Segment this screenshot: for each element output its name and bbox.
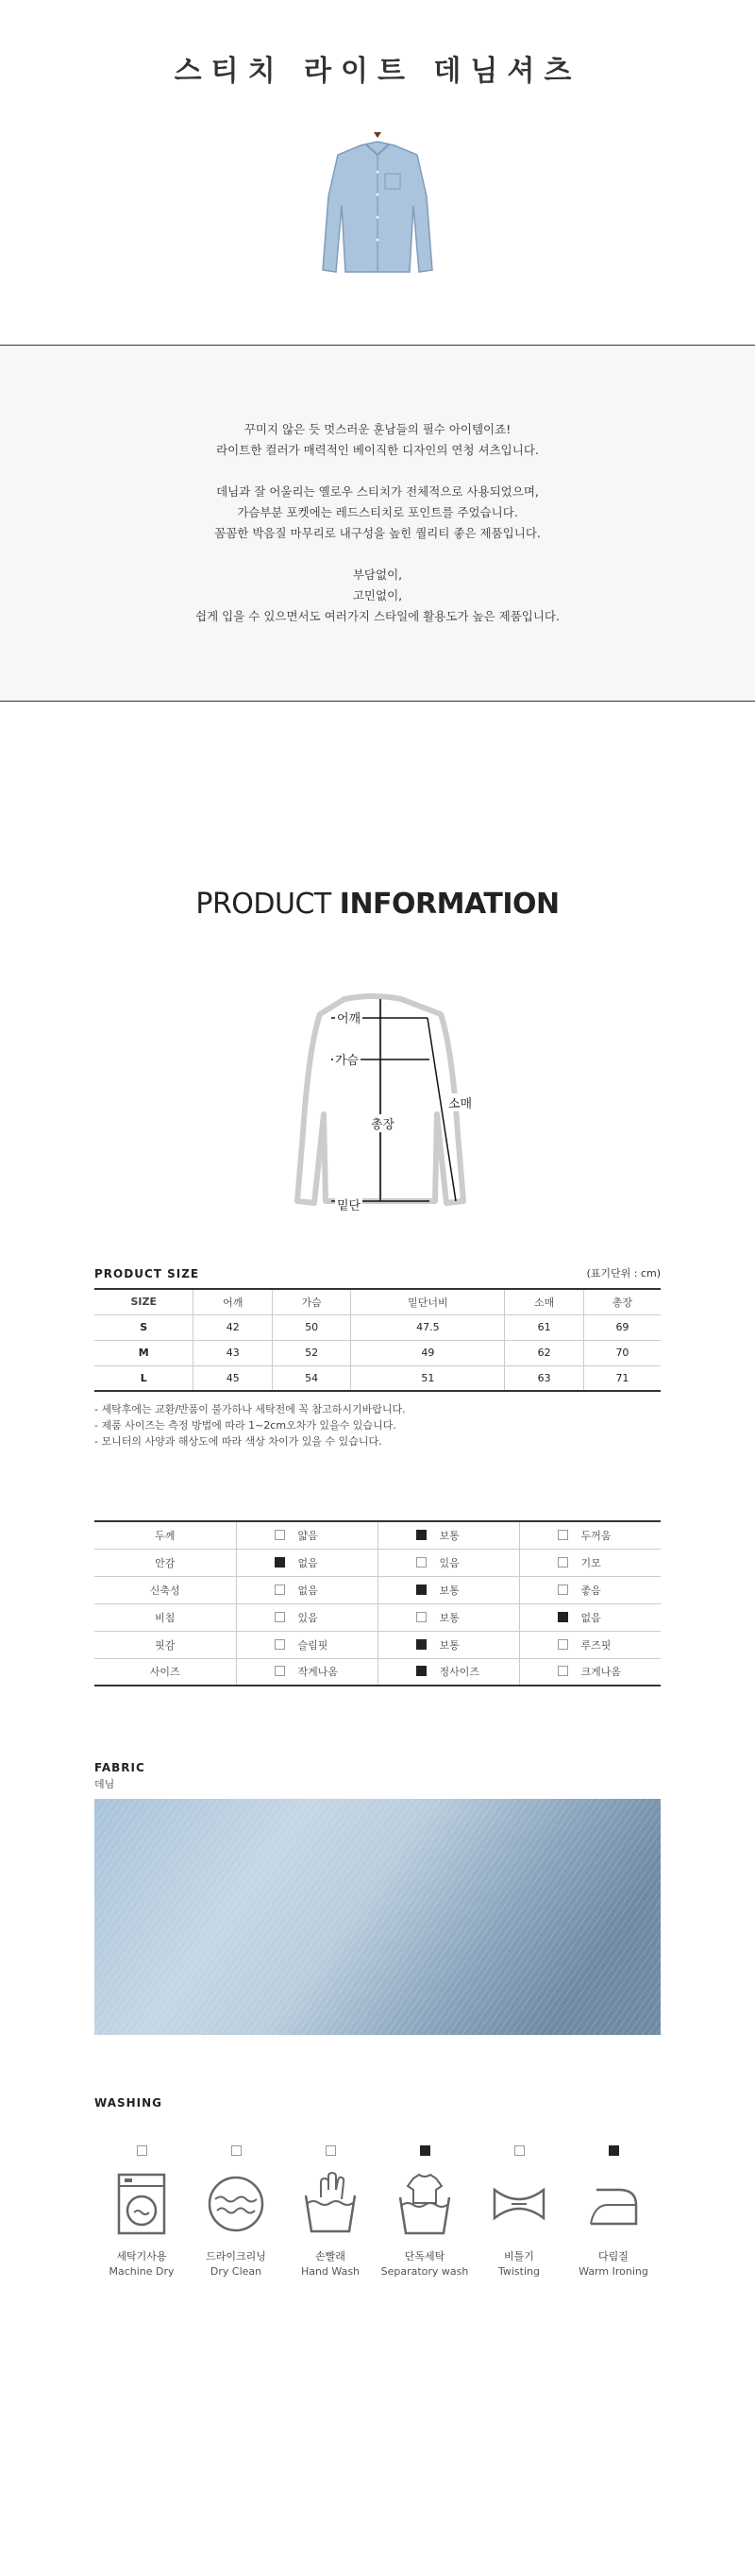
size-measurement-diagram	[278, 991, 486, 1218]
washing-section	[94, 2096, 661, 2278]
washing-title: WASHING	[94, 2096, 163, 2110]
size-table-header: SIZE 어깨 가슴 밑단너비 소매 총장	[94, 1289, 661, 1314]
washing-label-en: Dry Clean	[210, 2265, 262, 2278]
unchecked-box-icon	[231, 2145, 242, 2156]
unchecked-box-icon	[416, 1557, 427, 1568]
attribute-option	[378, 1549, 519, 1576]
diagram-label-length: 총장	[369, 1114, 396, 1132]
attribute-option-label: 두꺼움	[580, 1529, 612, 1542]
unchecked-box-icon	[275, 1585, 285, 1595]
attribute-option-label: 없음	[297, 1584, 318, 1597]
unchecked-box-icon	[416, 1612, 427, 1622]
washing-item	[378, 2145, 472, 2278]
description-paragraph-1: 꾸미지 않은 듯 멋스러운 훈남들의 필수 아이템이죠! 라이트한 컬러가 매력적인 베이직한 디자인의 연청 셔츠입니다.	[216, 422, 539, 457]
washing-label-en: Hand Wash	[300, 2265, 361, 2278]
attribute-option-label: 정사이즈	[439, 1666, 480, 1679]
checked-box-icon	[558, 1612, 568, 1622]
attribute-label: 핏감	[94, 1631, 236, 1658]
attributes-table	[94, 1520, 661, 1686]
washing-label-en: Separatory wash	[380, 2265, 469, 2278]
attribute-option	[519, 1549, 661, 1576]
unchecked-box-icon	[275, 1666, 285, 1676]
size-notes: - 세탁후에는 교환/반품이 불가하나 세탁전에 꼭 참고하시기바랍니다. - 제품 사이즈는 측정 방법에 따라 1~2cm오차가 있을수 있습니다. - 모니터의 사양과 해상도에 따라 색상 차이가 있을 수 있습니다.	[94, 1403, 406, 1448]
attribute-row	[94, 1603, 661, 1631]
attribute-option	[236, 1576, 378, 1603]
attribute-option-label: 보통	[439, 1529, 460, 1542]
fabric-texture-image	[94, 1799, 661, 2035]
unchecked-box-icon	[137, 2145, 147, 2156]
washing-item	[94, 2145, 189, 2278]
washing-machine-icon	[113, 2171, 170, 2237]
attribute-option-label: 보통	[439, 1584, 460, 1597]
washing-item	[566, 2145, 661, 2278]
attribute-option-label: 얇음	[297, 1529, 318, 1542]
washing-label-en: Twisting	[497, 2265, 540, 2278]
attribute-label: 비침	[94, 1603, 236, 1631]
attribute-option	[236, 1631, 378, 1658]
ironing-icon	[585, 2171, 642, 2237]
checked-box-icon	[275, 1557, 285, 1568]
attribute-option-label: 슬림핏	[297, 1638, 328, 1652]
attribute-option	[236, 1603, 378, 1631]
size-unit-label: (표기단위 : cm)	[586, 1267, 661, 1280]
attribute-row	[94, 1549, 661, 1576]
fabric-section	[94, 1761, 661, 2039]
attribute-label: 사이즈	[94, 1658, 236, 1686]
diagram-label-hem: 밑단	[335, 1195, 362, 1213]
checked-box-icon	[416, 1666, 427, 1676]
unchecked-box-icon	[514, 2145, 525, 2156]
unchecked-box-icon	[558, 1585, 568, 1595]
diagram-label-chest: 가슴	[333, 1050, 361, 1068]
table-row: L 45 54 51 63 71	[94, 1365, 661, 1391]
washing-label-ko: 비틀기	[504, 2250, 534, 2262]
table-row: S 42 50 47.5 61 69	[94, 1314, 661, 1340]
attribute-option	[519, 1603, 661, 1631]
checked-box-icon	[420, 2145, 430, 2156]
unchecked-box-icon	[275, 1530, 285, 1540]
table-row: M 43 52 49 62 70	[94, 1340, 661, 1365]
attribute-option-label: 없음	[297, 1556, 318, 1569]
attribute-label: 안감	[94, 1549, 236, 1576]
unchecked-box-icon	[558, 1639, 568, 1650]
washing-item	[472, 2145, 566, 2278]
attribute-option	[378, 1631, 519, 1658]
attribute-option-label: 있음	[439, 1556, 460, 1569]
attribute-label: 신축성	[94, 1576, 236, 1603]
attribute-option	[519, 1631, 661, 1658]
description-section	[0, 345, 755, 702]
washing-label-en: Warm Ironing	[579, 2265, 648, 2278]
checked-box-icon	[416, 1639, 427, 1650]
attribute-option	[236, 1549, 378, 1576]
attribute-option-label: 루즈핏	[580, 1638, 612, 1652]
washing-label-ko: 세탁기사용	[116, 2250, 167, 2262]
attribute-row	[94, 1658, 661, 1686]
checked-box-icon	[416, 1585, 427, 1595]
washing-label-en: Machine Dry	[109, 2265, 175, 2278]
checked-box-icon	[609, 2145, 619, 2156]
attribute-option-label: 크게나옴	[580, 1666, 622, 1679]
hand-wash-icon	[302, 2171, 359, 2237]
separate-wash-icon	[396, 2171, 453, 2237]
attribute-row	[94, 1521, 661, 1549]
diagram-label-sleeve: 소매	[446, 1093, 474, 1111]
washing-label-ko: 드라이크리닝	[206, 2250, 266, 2262]
unchecked-box-icon	[558, 1530, 568, 1540]
attribute-row	[94, 1631, 661, 1658]
product-size-section	[94, 1265, 661, 1449]
description-paragraph-3: 부담없이, 고민없이, 쉽게 입을 수 있으면서도 여러가지 스타일에 활용도가 높은 제품입니다.	[195, 568, 560, 623]
washing-label-ko: 손빨래	[315, 2250, 345, 2262]
attribute-option-label: 보통	[439, 1611, 460, 1624]
attribute-option	[378, 1658, 519, 1686]
unchecked-box-icon	[275, 1639, 285, 1650]
checked-box-icon	[416, 1530, 427, 1540]
product-information-heading: PRODUCT INFORMATION	[195, 888, 560, 921]
description-paragraph-2: 데님과 잘 어울리는 옐로우 스티치가 전체적으로 사용되었으며, 가슴부분 포켓에는 레드스티치로 포인트를 주었습니다. 꼼꼼한 박음질 마무리로 내구성을 높힌 퀄리티 좋은 제품입니다.	[214, 484, 541, 540]
attribute-option-label: 없음	[580, 1611, 601, 1624]
fabric-title: FABRIC	[94, 1761, 145, 1774]
attribute-option	[519, 1521, 661, 1549]
attribute-option	[378, 1576, 519, 1603]
product-size-title: PRODUCT SIZE	[94, 1267, 200, 1280]
washing-item	[189, 2145, 283, 2278]
attribute-option	[378, 1521, 519, 1549]
attribute-option-label: 있음	[297, 1611, 318, 1624]
fabric-material: 데님	[94, 1778, 115, 1790]
unchecked-box-icon	[558, 1557, 568, 1568]
attribute-option-label: 작게나옴	[297, 1666, 339, 1679]
attribute-label: 두께	[94, 1521, 236, 1549]
unchecked-box-icon	[326, 2145, 336, 2156]
attribute-option-label: 보통	[439, 1638, 460, 1652]
attribute-option	[236, 1521, 378, 1549]
attribute-row	[94, 1576, 661, 1603]
twisting-icon	[491, 2171, 547, 2237]
dry-clean-icon	[208, 2171, 264, 2237]
size-table	[94, 1288, 661, 1392]
washing-item	[283, 2145, 378, 2278]
attribute-option	[236, 1658, 378, 1686]
attribute-option	[519, 1576, 661, 1603]
attribute-option-label: 좋음	[580, 1584, 601, 1597]
attribute-option-label: 기모	[580, 1556, 601, 1569]
attribute-option	[519, 1658, 661, 1686]
unchecked-box-icon	[558, 1666, 568, 1676]
attribute-option	[378, 1603, 519, 1631]
washing-label-ko: 단독세탁	[404, 2250, 445, 2262]
diagram-label-shoulder: 어깨	[335, 1008, 362, 1026]
unchecked-box-icon	[275, 1612, 285, 1622]
product-title: 스티치 라이트 데님셔츠	[174, 55, 581, 88]
washing-label-ko: 다림질	[598, 2250, 629, 2262]
product-shirt-image	[311, 130, 444, 281]
